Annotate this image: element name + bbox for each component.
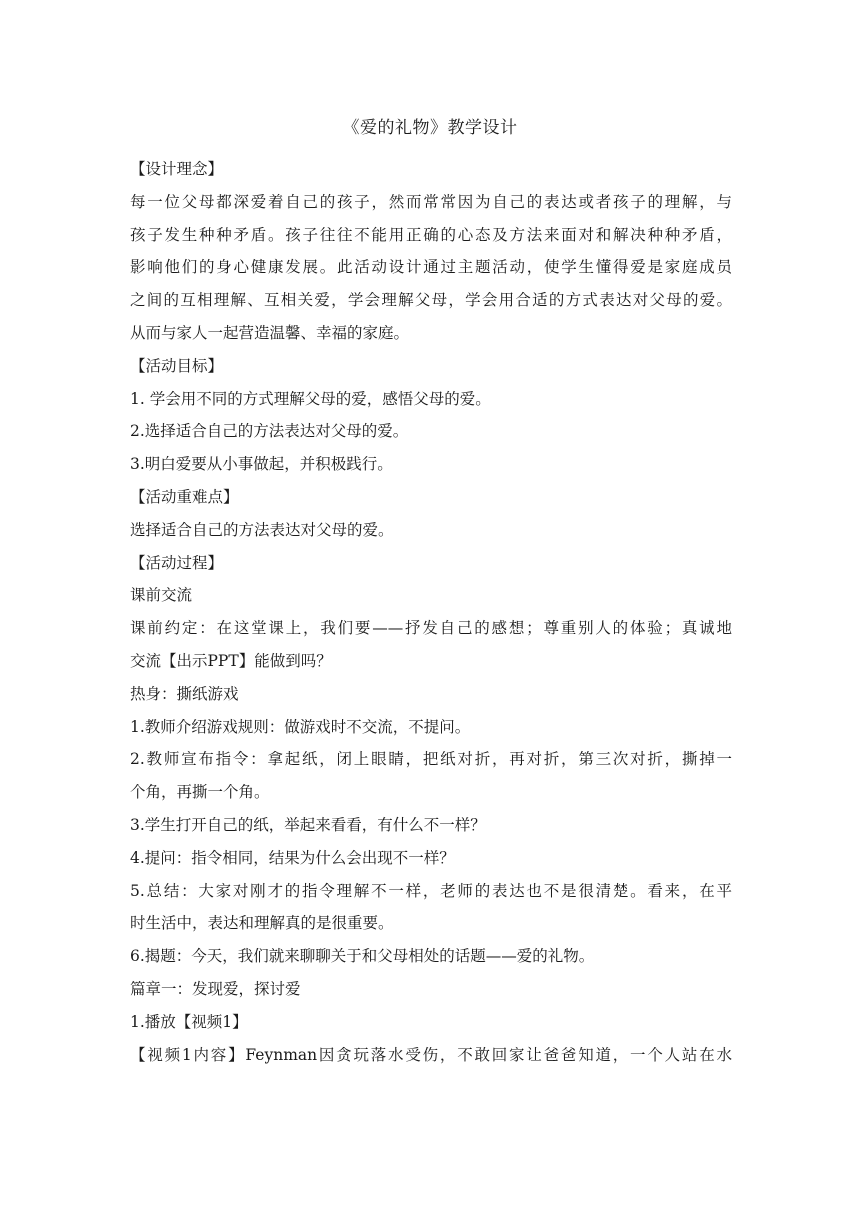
section-heading-objectives: 【活动目标】 xyxy=(130,356,224,375)
list-item: 1. 学会用不同的方式理解父母的爱，感悟父母的爱。 xyxy=(130,389,491,408)
paragraph-line: 之间的互相理解、互相关爱，学会理解父母，学会用合适的方式表达对父母的爱。 xyxy=(130,291,732,310)
paragraph-line: 【视频1内容】Feynman因贪玩落水受伤，不敢回家让爸爸知道，一个人站在水 xyxy=(130,1045,732,1064)
paragraph-line: 影响他们的身心健康发展。此活动设计通过主题活动，使学生懂得爱是家庭成员 xyxy=(130,258,732,277)
document-body xyxy=(130,153,732,1071)
document-title: 《爱的礼物》教学设计 xyxy=(342,118,518,138)
paragraph-line: 选择适合自己的方法表达对父母的爱。 xyxy=(130,520,394,539)
list-item: 6.揭题：今天，我们就来聊聊关于和父母相处的话题——爱的礼物。 xyxy=(130,947,595,966)
list-item: 4.提问：指令相同，结果为什么会出现不一样？ xyxy=(130,848,455,867)
list-item: 5.总结：大家对刚才的指令理解不一样，老师的表达也不是很清楚。看来，在平 xyxy=(130,881,732,900)
list-item: 2.选择适合自己的方法表达对父母的爱。 xyxy=(130,422,409,441)
list-item-continuation: 时生活中，表达和理解真的是很重要。 xyxy=(130,914,394,933)
list-item-continuation: 个角，再撕一个角。 xyxy=(130,783,270,802)
list-item: 3.明白爱要从小事做起，并积极践行。 xyxy=(130,455,393,474)
list-item: 1.播放【视频1】 xyxy=(130,1012,248,1031)
paragraph-line: 孩子发生种种矛盾。孩子往往不能用正确的心态及方法来面对和解决种种矛盾， xyxy=(130,225,732,244)
section-heading-key-points: 【活动重难点】 xyxy=(130,487,239,506)
list-item: 1.教师介绍游戏规则：做游戏时不交流，不提问。 xyxy=(130,717,471,736)
subheading: 课前交流 xyxy=(130,586,193,605)
paragraph-line: 课前约定：在这堂课上，我们要——抒发自己的感想；尊重别人的体验；真诚地 xyxy=(130,619,732,638)
section-heading-process: 【活动过程】 xyxy=(130,553,224,572)
paragraph-line: 每一位父母都深爱着自己的孩子，然而常常因为自己的表达或者孩子的理解，与 xyxy=(130,192,732,211)
list-item: 2.教师宣布指令：拿起纸，闭上眼睛，把纸对折，再对折，第三次对折，撕掉一 xyxy=(130,750,732,769)
subheading: 热身：撕纸游戏 xyxy=(130,684,239,703)
section-heading-design-concept: 【设计理念】 xyxy=(130,160,224,178)
paragraph-line: 交流【出示PPT】能做到吗？ xyxy=(130,651,332,670)
subheading: 篇章一：发现爱，探讨爱 xyxy=(130,979,301,998)
list-item: 3.学生打开自己的纸，举起来看看，有什么不一样？ xyxy=(130,815,486,834)
paragraph-line: 从而与家人一起营造温馨、幸福的家庭。 xyxy=(130,323,410,342)
